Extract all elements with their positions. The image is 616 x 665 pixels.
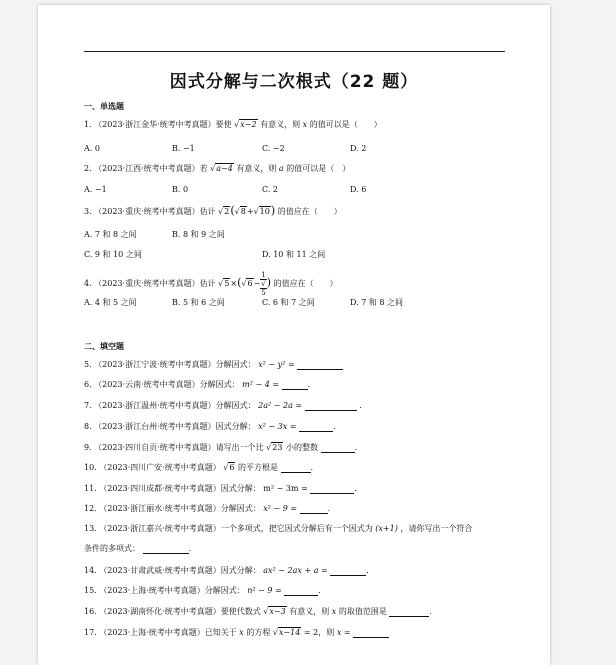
q17-answer-blank[interactable]	[353, 629, 389, 638]
page-title: 因式分解与二次根式（22 题）	[169, 72, 419, 92]
q1-middle: 有意义，则	[260, 120, 301, 129]
q9-suffix: 小的整数	[286, 443, 318, 452]
q4-option-c: C. 6 和 7 之间	[262, 298, 315, 307]
q2-radical: a−4	[216, 164, 233, 173]
q12-answer-blank[interactable]	[300, 505, 328, 514]
q3-option-b: B. 8 和 9 之间	[172, 230, 225, 239]
q15-answer-blank[interactable]	[284, 587, 318, 596]
q14-expr: ax² − 2ax + a =	[263, 566, 328, 575]
q3-option-c: C. 9 和 10 之间	[84, 250, 142, 259]
q13-line2: 条件的多项式：	[84, 544, 140, 553]
q4-fraction: 1 √ 5	[261, 271, 266, 297]
q17-suffix: x =	[336, 628, 351, 637]
question-13-line-2: 条件的多项式： .	[84, 544, 192, 553]
q6-text: 6. （2023·云南·统考中考真题）分解因式：	[84, 380, 240, 389]
question-4: 4. （2023·重庆·统考中考真题）估计 √5×(√6− 1 √ 5 ) 的值应在（ ）	[84, 271, 338, 297]
q16-radical: x−3	[269, 607, 286, 616]
q3-option-a: A. 7 和 8 之间	[84, 230, 137, 239]
q1-option-b: B. −1	[172, 144, 195, 153]
q2-suffix: 的值可以是（ ）	[286, 164, 351, 173]
q4-suffix: 的值应在（ ）	[273, 279, 338, 288]
q8-answer-blank[interactable]	[299, 423, 333, 432]
question-17: 17. （2023·上海·统考中考真题）已知关于 x 的方程 √x−14 = 2，则 x =	[84, 627, 389, 638]
q17-var: x	[239, 628, 244, 637]
q4-prefix: 4. （2023·重庆·统考中考真题）估计	[84, 279, 216, 288]
q17-text: 17. （2023·上海·统考中考真题）已知关于	[84, 628, 237, 637]
q17-middle: 的方程	[246, 628, 271, 637]
q2-prefix: 2. （2023·江西·统考中考真题）若	[84, 164, 208, 173]
q11-text: 11. （2023·四川成都·统考中考真题）因式分解：	[84, 484, 261, 493]
q10-radical: 6	[229, 463, 235, 472]
q2-middle: 有意义，则	[236, 164, 277, 173]
q13-factor: (x+1)	[375, 524, 398, 533]
q15-expr: n² − 9 =	[247, 586, 282, 595]
q6-answer-blank[interactable]	[282, 381, 308, 390]
q1-option-d: D. 2	[350, 144, 367, 153]
q7-text: 7. （2023·浙江温州·统考中考真题）分解因式：	[84, 401, 256, 410]
q14-text: 14. （2023·甘肃武威·统考中考真题）因式分解：	[84, 566, 261, 575]
q12-text: 12. （2023·浙江丽水·统考中考真题）分解因式：	[84, 504, 261, 513]
q7-answer-blank[interactable]	[305, 402, 357, 411]
q15-text: 15. （2023·上海·统考中考真题）分解因式：	[84, 586, 245, 595]
q2-var: a	[278, 164, 284, 173]
q12-expr: x² − 9 =	[263, 504, 298, 513]
question-10: 10. （2023·四川广安·统考中考真题） √6 的平方根是 .	[84, 463, 314, 472]
q13-suffix: ，请你写出一个符合	[400, 524, 473, 533]
question-1: 1. （2023·浙江金华·统考中考真题）要使 √x−2 有意义，则 x 的值可以是（ ）	[84, 120, 382, 129]
q8-expr: x² − 3x =	[258, 422, 297, 431]
q1-option-a: A. 0	[84, 144, 100, 153]
question-15: 15. （2023·上海·统考中考真题）分解因式： n² − 9 = .	[84, 586, 321, 595]
q13-text: 13. （2023·浙江嘉兴·统考中考真题）一个多项式，把它因式分解后有一个因式为	[84, 524, 373, 533]
q1-var: x	[302, 120, 308, 129]
q5-answer-blank[interactable]	[297, 361, 343, 370]
q1-prefix: 1. （2023·浙江金华·统考中考真题）要使	[84, 120, 232, 129]
q3-radical-2: 10	[259, 207, 270, 216]
question-13	[84, 523, 472, 534]
q17-radical: x−14	[278, 628, 301, 637]
q2-option-b: B. 0	[172, 185, 189, 194]
q4-radical-1: 6	[247, 279, 253, 288]
q9-answer-blank[interactable]	[321, 444, 355, 453]
q1-radical: x−2	[240, 120, 257, 129]
header-rule	[84, 51, 505, 52]
q10-suffix: 的平方根是	[238, 463, 278, 472]
question-9: 9. （2023·四川自贡·统考中考真题）请写出一个比 √23 小的整数 .	[84, 443, 358, 452]
q5-expr: x² − y² =	[258, 360, 295, 369]
q7-expr: 2a² − 2a =	[258, 401, 303, 410]
q3-coef-radical: 2	[224, 207, 230, 216]
q11-expr: m² − 3m =	[263, 484, 308, 493]
question-8: 8. （2023·浙江台州·统考中考真题）因式分解： x² − 3x = .	[84, 422, 336, 431]
q4-option-b: B. 5 和 6 之间	[172, 298, 225, 307]
q4-coef-radical: 5	[224, 279, 230, 288]
q16-suffix: 的取值范围是	[338, 607, 387, 616]
q16-var: x	[331, 607, 337, 616]
question-5	[84, 359, 343, 370]
q4-option-d: D. 7 和 8 之间	[350, 298, 404, 307]
q14-answer-blank[interactable]	[330, 567, 366, 576]
q2-option-c: C. 2	[262, 185, 279, 194]
q16-middle: 有意义，则	[289, 607, 330, 616]
q11-answer-blank[interactable]	[310, 485, 354, 494]
q4-option-a: A. 4 和 5 之间	[84, 298, 137, 307]
question-2: 2. （2023·江西·统考中考真题）若 √a−4 有意义，则 a 的值可以是（ ）	[84, 164, 351, 173]
section-heading-choice: 一、单选题	[84, 102, 124, 111]
q16-answer-blank[interactable]	[389, 608, 429, 617]
q16-text: 16. （2023·湖南怀化·统考中考真题）要使代数式	[84, 607, 261, 616]
q13-answer-blank[interactable]	[143, 545, 189, 554]
q1-suffix: 的值可以是（ ）	[309, 120, 382, 129]
q9-text: 9. （2023·四川自贡·统考中考真题）请写出一个比	[84, 443, 264, 452]
q2-option-d: D. 6	[350, 185, 367, 194]
question-14: 14. （2023·甘肃武威·统考中考真题）因式分解： ax² − 2ax + a = .	[84, 566, 369, 575]
question-6: 6. （2023·云南·统考中考真题）分解因式： m² − 4 = .	[84, 380, 311, 389]
section-heading-fill: 二、填空题	[84, 342, 124, 351]
q9-radical: 23	[272, 443, 283, 452]
q10-answer-blank[interactable]	[281, 464, 311, 473]
q3-prefix: 3. （2023·重庆·统考中考真题）估计	[84, 207, 216, 216]
q10-text: 10. （2023·四川广安·统考中考真题）	[84, 463, 221, 472]
q17-eq: = 2，则	[303, 628, 335, 637]
q4-denominator: 5	[261, 289, 266, 297]
q6-expr: m² − 4 =	[242, 380, 280, 389]
question-7: 7. （2023·浙江温州·统考中考真题）分解因式： 2a² − 2a = .	[84, 401, 362, 410]
q3-radical-1: 8	[240, 207, 246, 216]
q1-option-c: C. −2	[262, 144, 285, 153]
document-page	[38, 5, 550, 665]
q3-suffix: 的值应在（ ）	[277, 207, 342, 216]
question-16: 16. （2023·湖南怀化·统考中考真题）要使代数式 √x−3 有意义，则 x 的取值范围是 .	[84, 607, 432, 616]
q2-option-a: A. −1	[84, 185, 107, 194]
q5-text: 5. （2023·浙江宁波·统考中考真题）分解因式：	[84, 360, 256, 369]
q8-text: 8. （2023·浙江台州·统考中考真题）因式分解：	[84, 422, 256, 431]
question-3: 3. （2023·重庆·统考中考真题）估计 √2(√8+√10) 的值应在（ ）	[84, 204, 342, 217]
question-11: 11. （2023·四川成都·统考中考真题）因式分解： m² − 3m = .	[84, 484, 357, 493]
q4-numerator: 1	[261, 271, 266, 279]
q3-option-d: D. 10 和 11 之间	[262, 250, 326, 259]
question-12: 12. （2023·浙江丽水·统考中考真题）分解因式： x² − 9 = .	[84, 504, 331, 513]
